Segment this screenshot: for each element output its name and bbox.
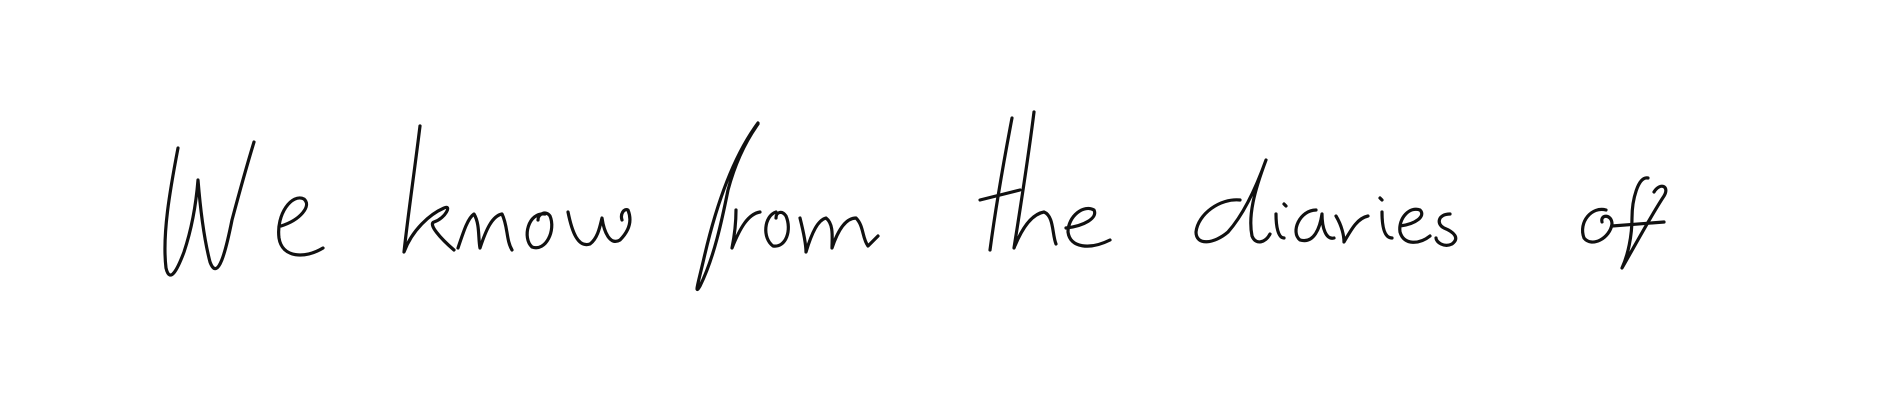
word-know: [404, 126, 630, 252]
word-of: [1583, 178, 1666, 268]
handwriting-strokes: [165, 112, 1666, 290]
word-the: [980, 112, 1110, 250]
word-from: [697, 123, 878, 290]
word-we: [165, 142, 323, 275]
word-diaries: [1196, 160, 1456, 245]
